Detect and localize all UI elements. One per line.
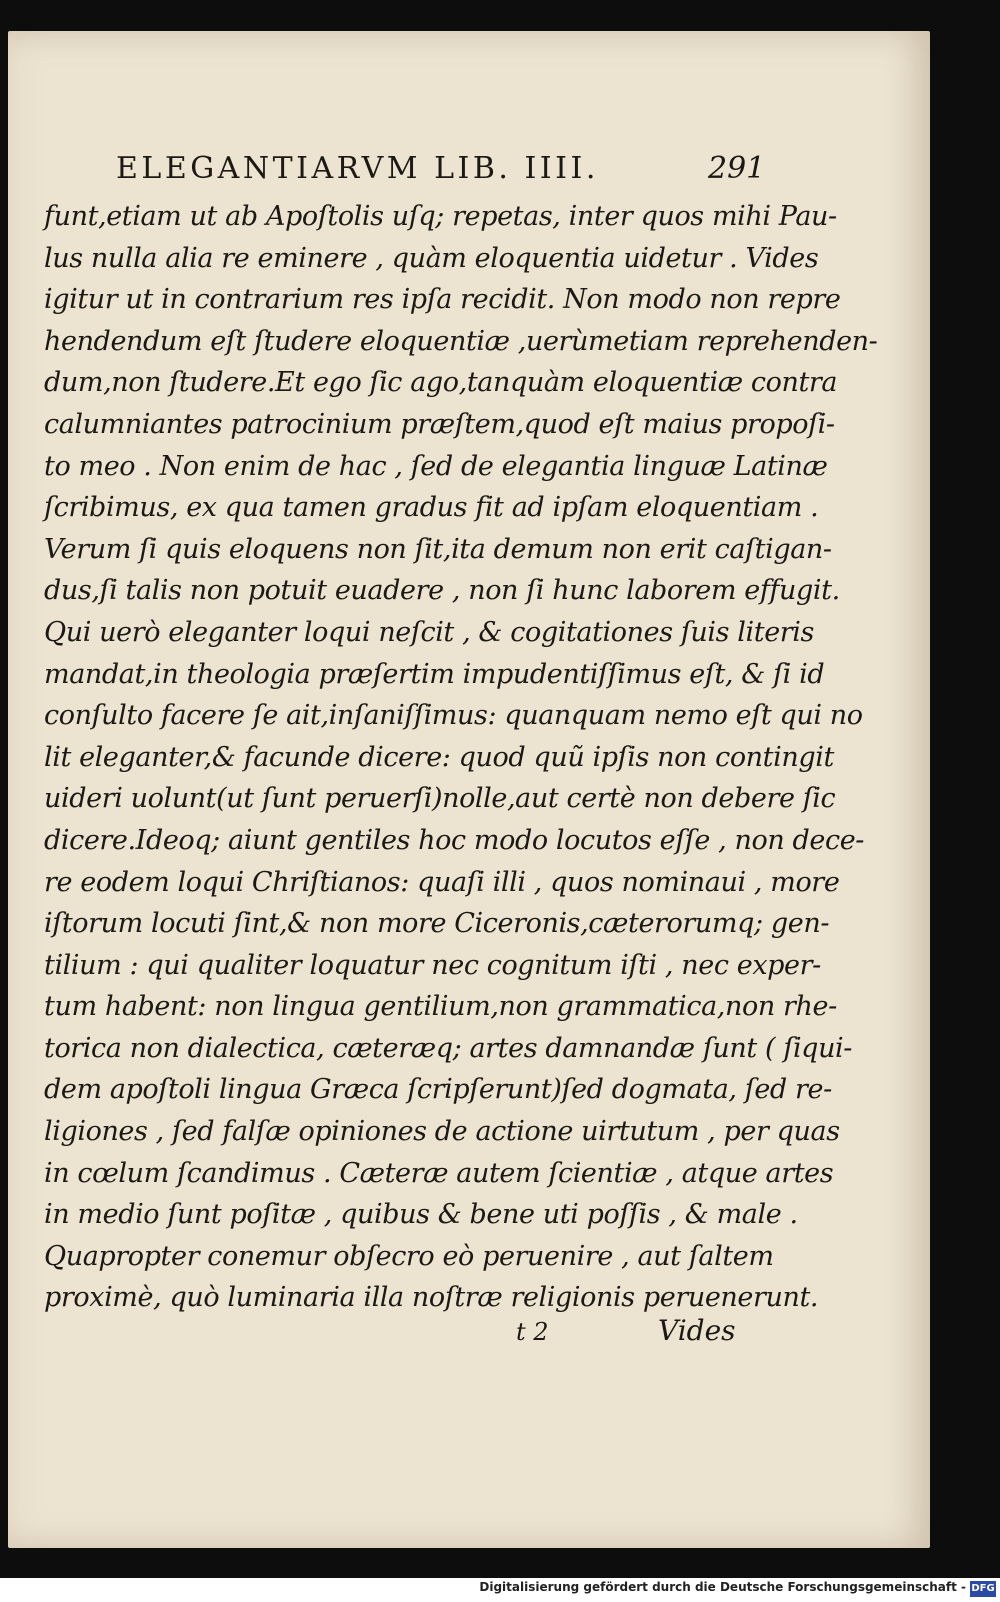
body-text bbox=[44, 196, 878, 1319]
text-line: Quapropter conemur obſecro eò peruenire , aut ſaltem bbox=[44, 1240, 774, 1272]
text-line: tilium : qui qualiter loquatur nec cognitum iſti , nec exper- bbox=[44, 949, 821, 981]
text-line: in medio ſunt poſitæ , quibus & bene uti poſſis , & male . bbox=[44, 1199, 798, 1231]
text-line: uideri uolunt(ut ſunt peruerſi)nolle,aut certè non debere ſic bbox=[44, 783, 836, 815]
book-page bbox=[8, 31, 930, 1548]
text-line: to meo . Non enim de hac , ſed de elegantia linguæ Latinæ bbox=[44, 450, 828, 482]
text-line: ligiones , ſed falſæ opiniones de actione uirtutum , per quas bbox=[44, 1116, 840, 1148]
text-line: in cœlum ſcandimus . Cæteræ autem ſcientiæ , atque artes bbox=[44, 1157, 834, 1189]
page-number: 291 bbox=[708, 151, 766, 186]
dfg-logo-icon: DFG bbox=[970, 1581, 996, 1597]
running-head: ELEGANTIARVM LIB. IIII. bbox=[116, 151, 599, 186]
text-line: lus nulla alia re eminere , quàm eloquentia uidetur . Vides bbox=[44, 242, 819, 274]
digitization-credit-bar bbox=[0, 1578, 1000, 1602]
text-line: dus,ſi talis non potuit euadere , non ſi hunc laborem effugit. bbox=[44, 575, 840, 607]
text-line: calumniantes patrocinium præſtem,quod eſt maius propoſi- bbox=[44, 408, 835, 440]
text-line: igitur ut in contrarium res ipſa recidit. Non modo non repre bbox=[44, 284, 841, 316]
text-line: hendendum eſt ſtudere eloquentiæ ,uerùmetiam reprehenden- bbox=[44, 325, 878, 357]
text-line: Verum ſi quis eloquens non ſit,ita demum non erit caſtigan- bbox=[44, 533, 832, 565]
text-line: conſulto facere ſe ait,inſaniſſimus: quanquam nemo eſt qui no bbox=[44, 700, 863, 732]
credit-text: Digitalisierung gefördert durch die Deutsche Forschungsgemeinschaft - bbox=[479, 1580, 966, 1594]
text-line: ſcribimus, ex qua tamen gradus fit ad ipſam eloquentiam . bbox=[44, 492, 819, 524]
text-line: lit eleganter,& facunde dicere: quod quũ ipſis non contingit bbox=[44, 741, 834, 773]
text-line: dum,non ſtudere.Et ego ſic ago,tanquàm eloquentiæ contra bbox=[44, 367, 838, 399]
text-line: re eodem loqui Chriſtianos: quaſi illi , quos nominaui , more bbox=[44, 866, 840, 898]
text-line: proximè, quò luminaria illa noſtræ religionis peruenerunt. bbox=[44, 1282, 819, 1314]
text-line: funt,etiam ut ab Apoſtolis uſq; repetas, inter quos mihi Pau- bbox=[44, 201, 837, 232]
text-line: mandat,in theologia præſertim impudentiſſimus eſt, & ſi id bbox=[44, 658, 825, 690]
text-line: Qui uerò eleganter loqui neſcit , & cogitationes ſuis literis bbox=[44, 616, 814, 648]
catchword: Vides bbox=[658, 1314, 736, 1347]
text-line: dicere.Ideoq; aiunt gentiles hoc modo locutos eſſe , non dece- bbox=[44, 824, 865, 856]
page-header bbox=[8, 151, 930, 191]
text-line: dem apoſtoli lingua Græca ſcripſerunt)ſed dogmata, ſed re- bbox=[44, 1074, 832, 1106]
text-line: torica non dialectica, cæteræq; artes damnandæ ſunt ( ſiqui- bbox=[44, 1032, 853, 1064]
text-line: tum habent: non lingua gentilium,non grammatica,non rhe- bbox=[44, 991, 837, 1023]
text-line: iſtorum locuti ſint,& non more Ciceronis,cæterorumq; gen- bbox=[44, 908, 830, 940]
signature-mark: t 2 bbox=[516, 1318, 549, 1346]
